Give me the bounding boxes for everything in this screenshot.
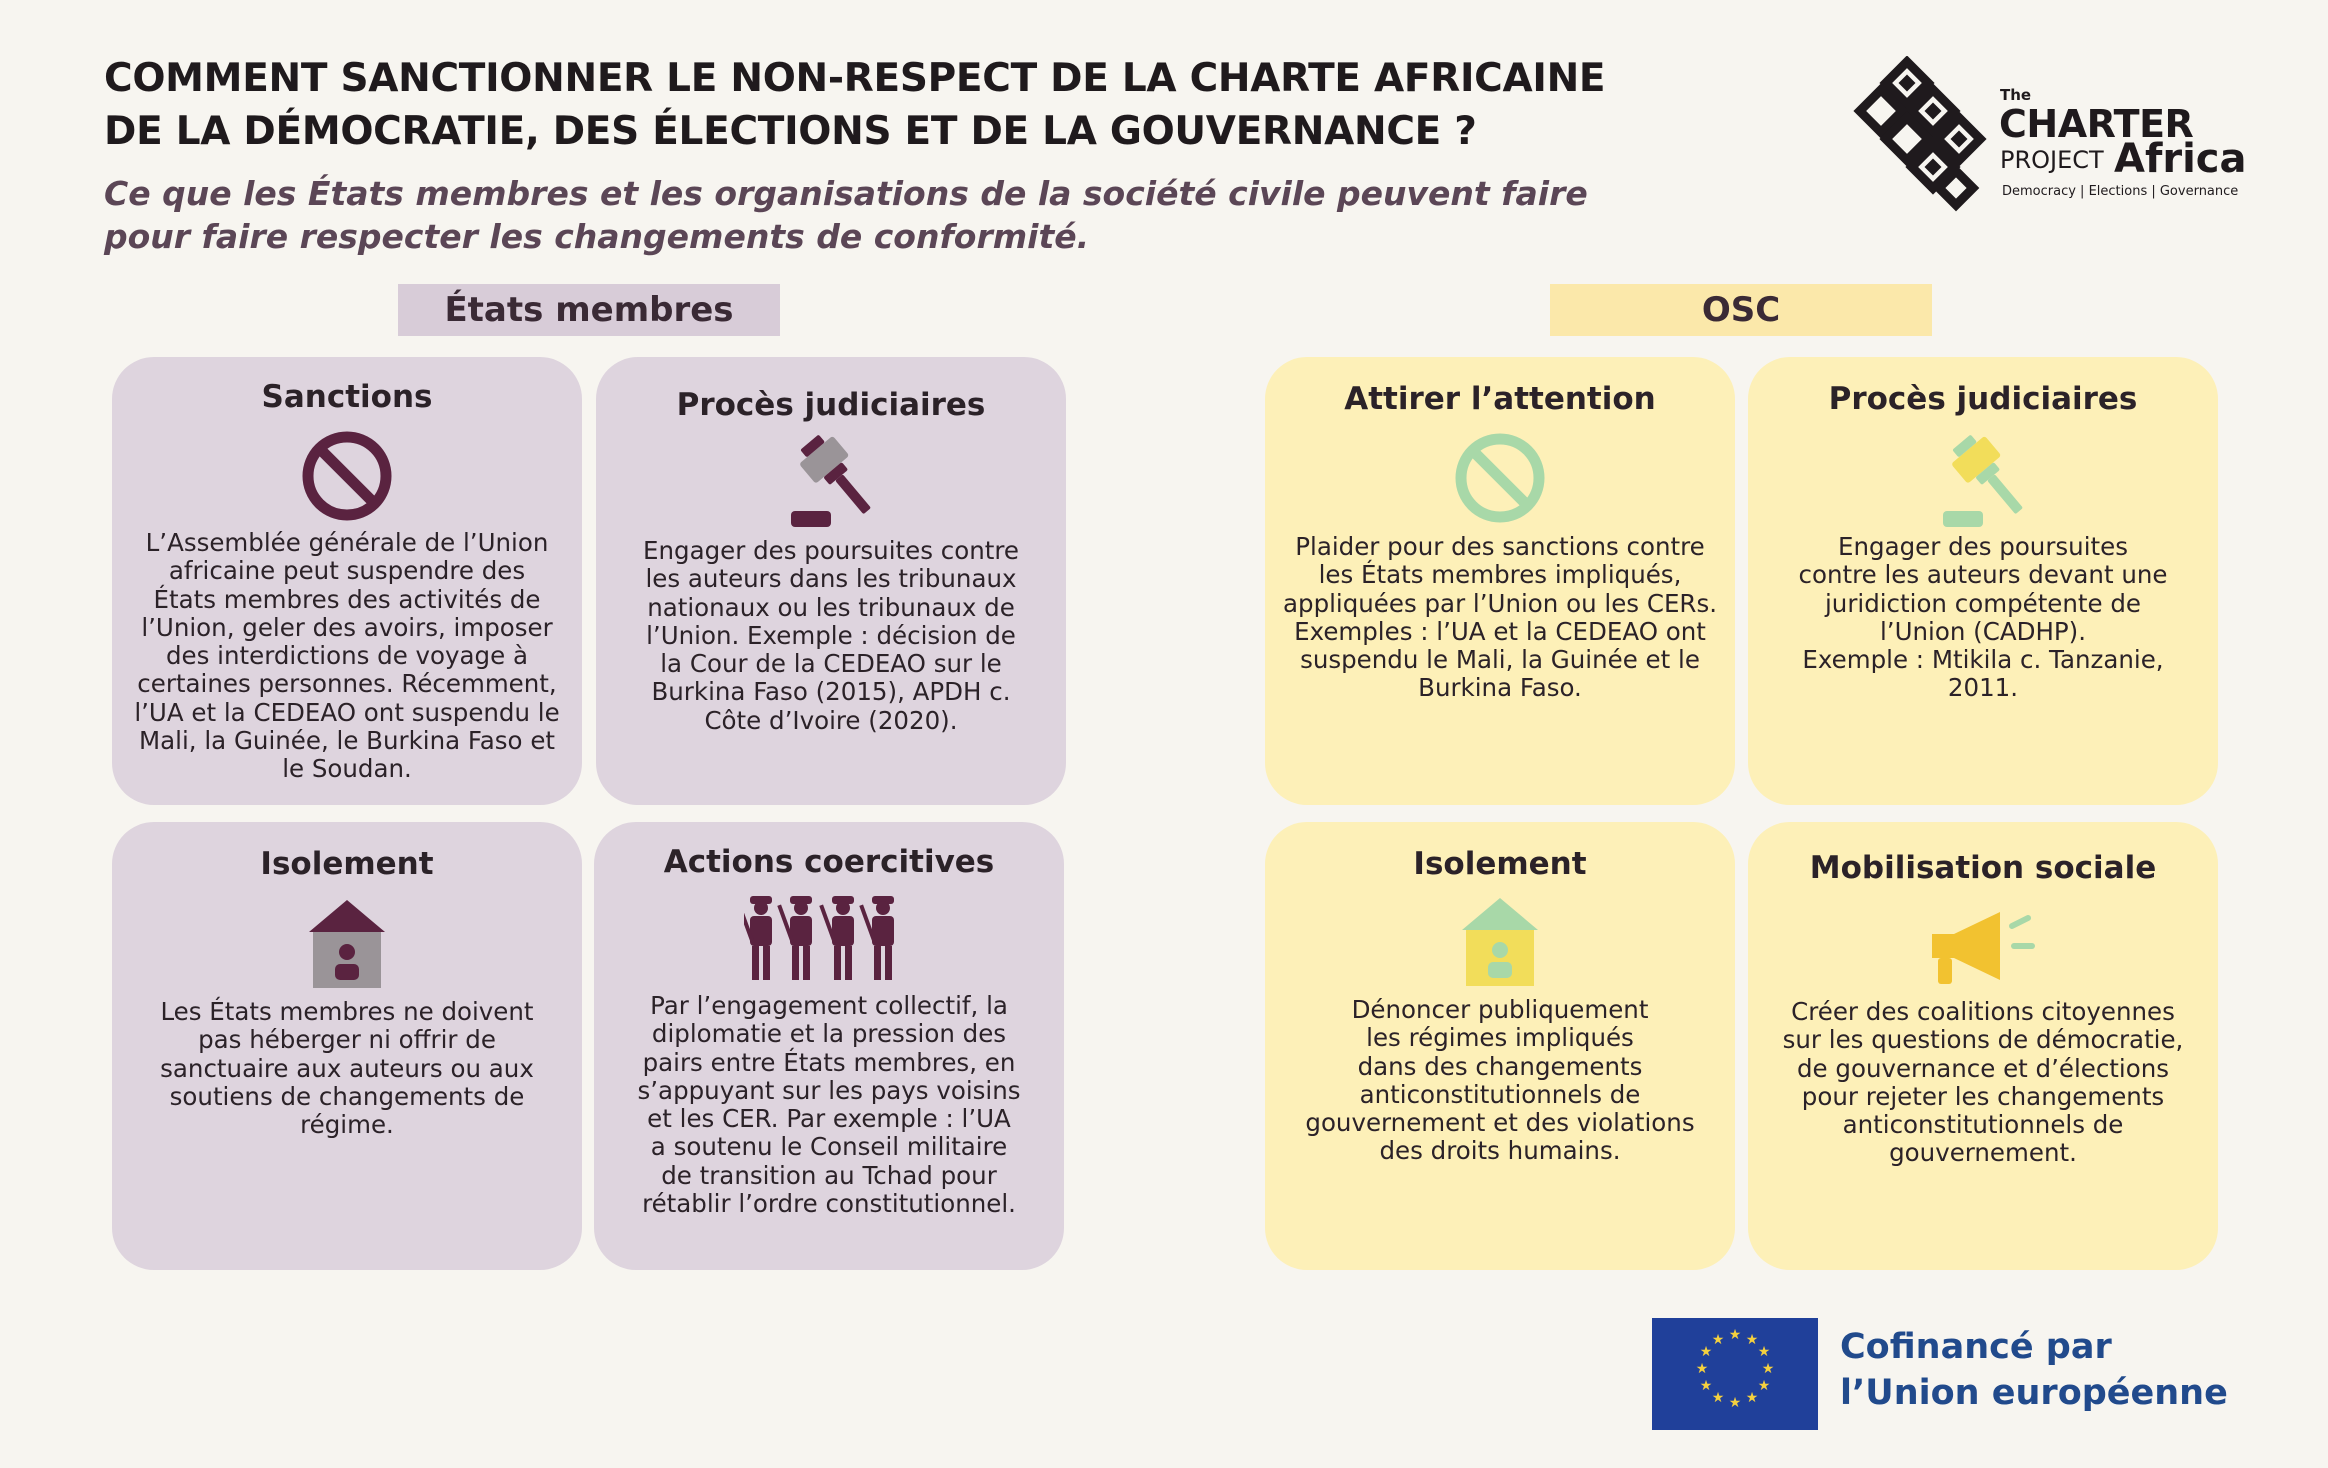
text-line: soutiens de changements de — [169, 1081, 525, 1111]
text-line: Créer des coalitions citoyennes — [1791, 997, 2175, 1026]
house-person-icon — [1460, 896, 1540, 990]
eu-line-1: Cofinancé par — [1840, 1327, 2112, 1367]
text-line: gouvernement et des violations — [1305, 1108, 1695, 1138]
logo-africa: Africa — [2114, 136, 2247, 182]
text-line: suspendu le Mali, la Guinée et le — [1300, 645, 1700, 675]
text-line: sanctuaire aux auteurs ou aux — [160, 1053, 534, 1083]
text-line: juridiction compétente de — [1824, 588, 2141, 618]
card-title: Procès judiciaires — [676, 387, 986, 423]
text-line: a soutenu le Conseil militaire — [650, 1132, 1008, 1162]
title-line-2: DE LA DÉMOCRATIE, DES ÉLECTIONS ET DE LA GOUVERNANCE ? — [104, 109, 1477, 154]
text-line: 2011. — [1947, 673, 2019, 703]
text-line: contre les auteurs devant une — [1798, 560, 2168, 590]
card-actions-coercitives — [594, 822, 1064, 1270]
eu-line-2: l’Union européenne — [1840, 1373, 2228, 1413]
subtitle-line-2: pour faire respecter les changements de conformité. — [104, 217, 1090, 256]
card-text — [1766, 998, 2200, 1168]
text-line: appliquées par l’Union ou les CERs. — [1283, 588, 1718, 618]
svg-text:★: ★ — [1757, 1378, 1771, 1394]
text-line: Exemples : l’UA et la CEDEAO ont — [1294, 616, 1706, 646]
charter-project-logo — [1852, 56, 2252, 216]
card-proces-etats — [596, 357, 1066, 805]
text-line: des droits humains. — [1379, 1136, 1621, 1166]
text-line: des interdictions de voyage à — [166, 641, 528, 671]
text-line: Engager des poursuites contre — [643, 536, 1019, 565]
text-line: Burkina Faso. — [1418, 673, 1582, 703]
eu-stars-icon — [1652, 1318, 1818, 1430]
etats-membres-label: États membres — [398, 284, 780, 336]
osc-label: OSC — [1550, 284, 1932, 336]
text-line: nationaux ou les tribunaux de — [647, 592, 1015, 622]
card-sanctions — [112, 357, 582, 805]
svg-text:★: ★ — [1757, 1344, 1771, 1360]
text-line: pas héberger ni offrir de — [198, 1025, 496, 1055]
text-line: la Cour de la CEDEAO sur le — [660, 649, 1002, 679]
page-title — [104, 52, 1664, 158]
text-line: gouvernement. — [1889, 1138, 2077, 1168]
text-line: Mali, la Guinée, le Burkina Faso et — [139, 726, 555, 756]
text-line: les États membres impliqués, — [1318, 560, 1682, 590]
text-line: États membres des activités de — [153, 584, 541, 614]
text-line: L’Assemblée générale de l’Union — [145, 528, 549, 557]
svg-text:★: ★ — [1695, 1361, 1709, 1377]
text-line: et les CER. Par exemple : l’UA — [647, 1104, 1011, 1134]
house-person-icon — [307, 898, 387, 992]
text-line: de transition au Tchad pour — [661, 1160, 997, 1190]
text-line: diplomatie et la pression des — [651, 1019, 1007, 1049]
text-line: anticonstitutionnels de — [1359, 1079, 1641, 1109]
svg-text:★: ★ — [1711, 1332, 1725, 1348]
text-line: Exemple : Mtikila c. Tanzanie, — [1802, 645, 2164, 675]
text-line: les régimes impliqués — [1366, 1023, 1634, 1053]
text-line: Dénoncer publiquement — [1351, 995, 1649, 1024]
text-line: sur les questions de démocratie, — [1782, 1025, 2184, 1055]
logo-tagline: Democracy | Elections | Governance — [2002, 184, 2239, 199]
svg-text:★: ★ — [1745, 1332, 1759, 1348]
svg-text:★: ★ — [1761, 1361, 1775, 1377]
card-title: Procès judiciaires — [1828, 381, 2138, 417]
svg-text:★: ★ — [1728, 1395, 1742, 1411]
card-text — [612, 992, 1046, 1218]
logo-project: PROJECT — [2000, 146, 2104, 174]
logo-charter: CHARTER — [1999, 102, 2194, 146]
card-text — [614, 537, 1048, 735]
card-text — [1766, 533, 2200, 703]
card-title: Attirer l’attention — [1344, 381, 1656, 417]
card-text — [130, 998, 564, 1139]
svg-text:★: ★ — [1745, 1390, 1759, 1406]
card-title: Isolement — [260, 846, 434, 882]
text-line: Les États membres ne doivent — [160, 997, 534, 1026]
card-text — [1283, 996, 1717, 1166]
megaphone-icon — [1928, 908, 2038, 988]
text-line: l’Union, geler des avoirs, imposer — [141, 612, 553, 642]
gavel-icon — [1933, 431, 2033, 531]
text-line: les auteurs dans les tribunaux — [645, 564, 1017, 594]
text-line: Côte d’Ivoire (2020). — [704, 705, 958, 735]
subtitle-line-1: Ce que les États membres et les organisations de la société civile peuvent faire — [104, 174, 1588, 213]
text-line: pairs entre États membres, en — [642, 1047, 1016, 1077]
card-mobilisation-sociale — [1748, 822, 2218, 1270]
text-line: pour rejeter les changements — [1801, 1081, 2165, 1111]
text-line: le Soudan. — [282, 754, 412, 784]
text-line: l’Union. Exemple : décision de — [646, 620, 1016, 650]
eu-flag — [1652, 1318, 1818, 1430]
eu-cofinance-text — [1840, 1324, 2228, 1416]
svg-text:★: ★ — [1728, 1327, 1742, 1343]
svg-text:★: ★ — [1711, 1390, 1725, 1406]
text-line: anticonstitutionnels de — [1842, 1110, 2124, 1140]
logo-pattern-icon — [1852, 56, 1992, 216]
card-title: Mobilisation sociale — [1809, 850, 2157, 886]
text-line: rétablir l’ordre constitutionnel. — [642, 1189, 1016, 1219]
text-line: certaines personnes. Récemment, — [137, 669, 557, 699]
text-line: Engager des poursuites — [1838, 532, 2128, 561]
svg-text:★: ★ — [1699, 1378, 1713, 1394]
text-line: s’appuyant sur les pays voisins — [637, 1075, 1021, 1105]
title-line-1: COMMENT SANCTIONNER LE NON-RESPECT DE LA CHARTE AFRICAINE — [104, 56, 1606, 101]
text-line: Plaider pour des sanctions contre — [1295, 532, 1705, 561]
prohibited-icon — [1453, 431, 1547, 525]
text-line: Burkina Faso (2015), APDH c. — [651, 677, 1011, 707]
card-attirer-attention — [1265, 357, 1735, 805]
page-subtitle — [104, 172, 1624, 258]
gavel-icon — [781, 431, 881, 531]
text-line: de gouvernance et d’élections — [1796, 1053, 2170, 1083]
svg-text:★: ★ — [1699, 1344, 1713, 1360]
card-text — [1283, 533, 1717, 703]
card-title: Sanctions — [261, 379, 433, 415]
card-title: Isolement — [1413, 846, 1587, 882]
text-line: dans des changements — [1357, 1051, 1643, 1081]
text-line: régime. — [300, 1110, 394, 1140]
card-title: Actions coercitives — [663, 844, 995, 880]
card-isolement-osc — [1265, 822, 1735, 1270]
text-line: africaine peut suspendre des — [168, 556, 526, 586]
card-isolement-etats — [112, 822, 582, 1270]
card-proces-osc — [1748, 357, 2218, 805]
text-line: l’Union (CADHP). — [1879, 616, 2086, 646]
text-line: Par l’engagement collectif, la — [650, 991, 1008, 1020]
soldiers-icon — [744, 894, 914, 982]
text-line: l’UA et la CEDEAO ont suspendu le — [134, 697, 560, 727]
prohibited-icon — [300, 429, 394, 523]
card-text — [130, 529, 564, 784]
logo-the: The — [2000, 86, 2032, 104]
